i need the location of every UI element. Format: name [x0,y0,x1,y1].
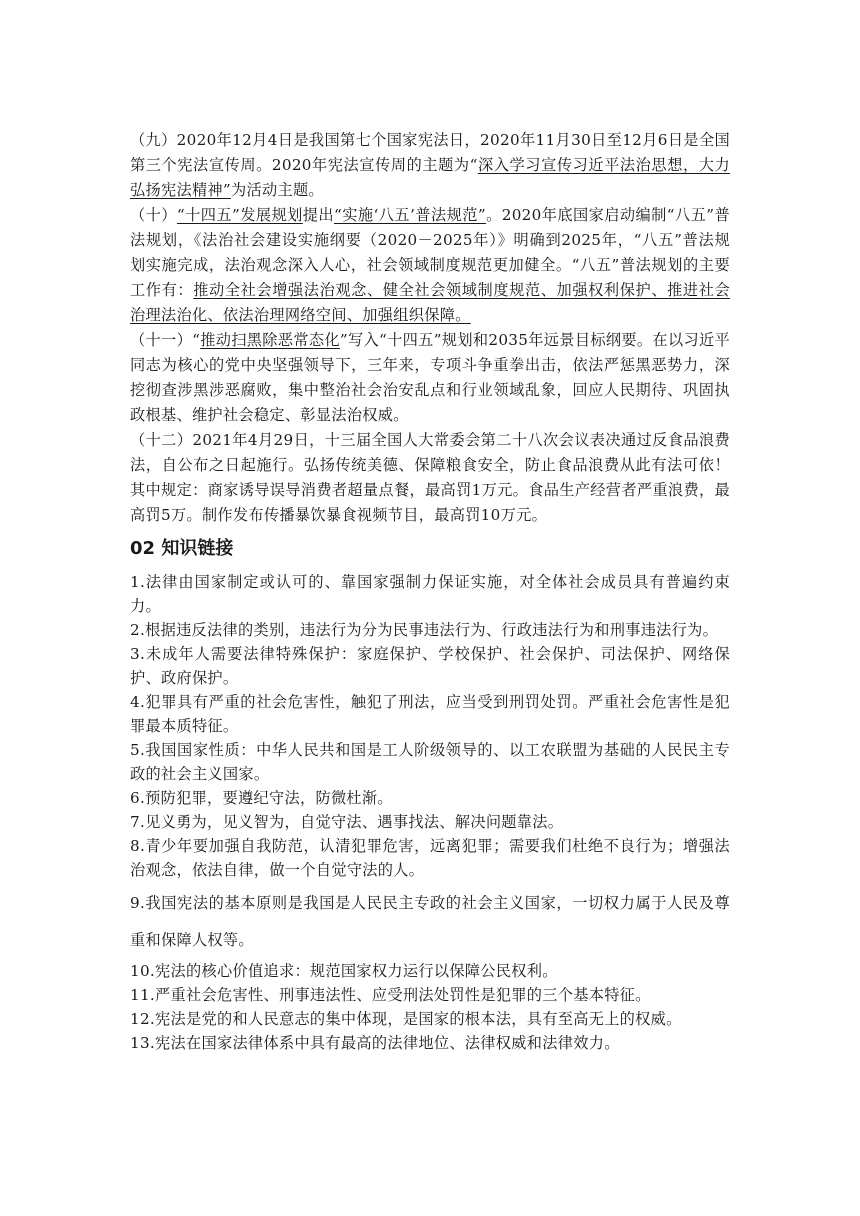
p10-text-b: 提出 [302,206,335,224]
p10-underlined-plan: “十四五”发展规划 [176,206,303,224]
knowledge-item-3: 3.未成年人需要法律特殊保护：家庭保护、学校保护、社会保护、司法保护、网络保护、政府保护。 [130,645,730,687]
knowledge-item-12: 12.宪法是党的和人民意志的集中体现，是国家的根本法，具有至高无上的权威。 [130,1010,682,1028]
knowledge-item-2: 2.根据违反法律的类别，违法行为分为民事违法行为、行政违法行为和刑事违法行为。 [130,621,719,639]
p10-text-c: 。2020年底国家启动编制“八五”普法规划，《法治社会建设实施纲要（2020－2025年）》明确到2025年，“八五”普法规划实施完成，法治观念深入人心，社会领域制度规范更加健全。“八五”普法规划的主要工作有： [130,206,730,299]
p9-text-a: （九）2020年12月4日是我国第七个国家宪法日，2020年11月30日至12月6日是全国第三个宪法宣传周。2020年宪法宣传周的主题为“ [130,131,730,174]
knowledge-item-10: 10.宪法的核心价值追求：规范国家权力运行以保障公民权利。 [130,962,558,980]
p10-underlined-policy: “实施‘八五’普法规范” [334,206,486,224]
p11-text-b: ”写入“十四五”规划和2035年远景目标纲要。在以习近平同志为核心的党中央坚强领导下，三年来，专项斗争重拳出击，依法严惩黑恶势力，深挖彻查涉黑涉恶腐败，集中整治社会治安乱点和行业领域乱象，回应人民期待、巩固执政根基、维护社会稳定、彰显法治权威。 [130,331,731,424]
knowledge-item-6: 6.预防犯罪，要遵纪守法，防微杜渐。 [130,789,393,807]
paragraph-twelve: （十二）2021年4月29日，十三届全国人大常委会第二十八次会议表决通过反食品浪费法，自公布之日起施行。弘扬传统美德、保障粮食安全，防止食品浪费从此有法可依！其中规定：商家诱导误导消费者超量点餐，最高罚1万元。食品生产经营者严重浪费，最高罚5万。制作发布传播暴饮暴食视频节目，最高罚10万元。 [130,431,730,524]
knowledge-item-5: 5.我国国家性质：中华人民共和国是工人阶级领导的、以工农联盟为基础的人民民主专政的社会主义国家。 [130,741,730,783]
paragraph-eleven [130,328,730,428]
knowledge-list [130,570,730,1055]
knowledge-item-7: 7.见义勇为，见义智为，自觉守法、遇事找法、解决问题靠法。 [130,813,564,831]
p9-text-b: 为活动主题。 [231,181,324,199]
p10-text-a: （十） [130,206,177,224]
knowledge-item-8: 8.青少年要加强自我防范，认清犯罪危害，远离犯罪；需要我们杜绝不良行为；增强法治观念，依法自律，做一个自觉守法的人。 [130,837,730,879]
document-page [130,128,730,1055]
p9-underlined-theme: 深入学习宣传习近平法治思想，大力弘扬宪法精神” [130,156,730,199]
knowledge-item-1: 1.法律由国家制定或认可的、靠国家强制力保证实施，对全体社会成员具有普遍约束力。 [130,573,730,615]
knowledge-item-9: 9.我国宪法的基本原则是我国是人民民主专政的社会主义国家，一切权力属于人民及尊重和保障人权等。 [130,894,730,949]
paragraph-ten [130,203,730,328]
knowledge-item-13: 13.宪法在国家法律体系中具有最高的法律地位、法律权威和法律效力。 [130,1034,620,1052]
p11-underlined-phrase: 推动扫黑除恶常态化 [200,331,340,349]
section-heading-knowledge-links: 02 知识链接 [130,538,234,559]
paragraph-nine [130,128,730,203]
p11-text-a: （十一）“ [130,331,201,349]
knowledge-item-11: 11.严重社会危害性、刑事违法性、应受刑法处罚性是犯罪的三个基本特征。 [130,986,651,1004]
knowledge-item-4: 4.犯罪具有严重的社会危害性，触犯了刑法，应当受到刑罚处罚。严重社会危害性是犯罪最本质特征。 [130,693,730,735]
p10-underlined-tasks: 推动全社会增强法治观念、健全社会领域制度规范、加强权利保护、推进社会治理法治化、依法治理网络空间、加强组织保障。 [130,281,731,324]
